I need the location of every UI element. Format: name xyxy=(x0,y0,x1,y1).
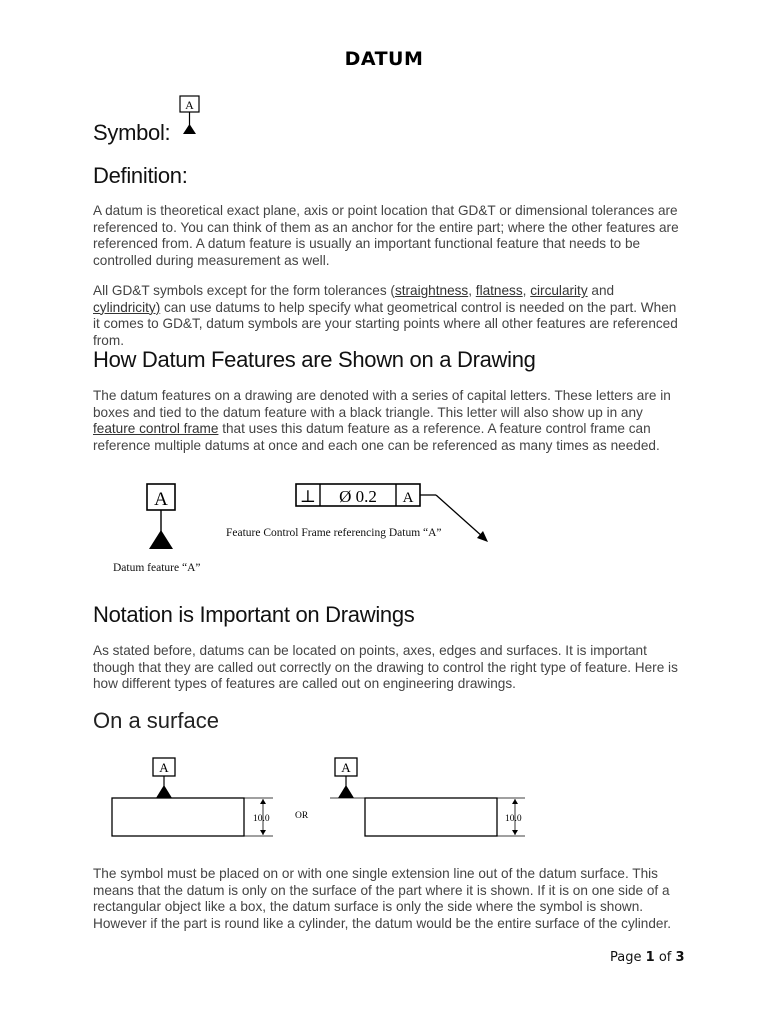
link-feature-control-frame[interactable]: feature control frame xyxy=(93,421,219,437)
drawing-section-paragraph: The datum features on a drawing are denoted with a series of capital letters. These letters are in boxes and tied to the datum feature with a black triangle. This letter will also show up in any feature control frame that uses this datum feature as a reference. A feature control frame can reference multiple datums at once and each one can be referenced as many times as needed. xyxy=(93,388,671,454)
surface-paragraph: The symbol must be placed on or with one single extension line out of the datum surface. This means that the datum is only on the surface of the part where it is shown. If it is on one side of a rectangular object like a box, the datum surface is only the side where the symbol is shown. However if the part is round like a cylinder, the datum would be the entire surface of the cylinder. xyxy=(93,866,672,932)
notation-section-paragraph: As stated before, datums can be located on points, axes, edges and surfaces. It is important though that they are called out correctly on the drawing to control the right type of feature. Here is how different types of features are called out on engineering drawings. xyxy=(93,643,678,692)
definition-paragraph-2: All GD&T symbols except for the form tolerances (straightness, flatness, circularity and cylindricity) can use datums to help specify what geometrical control is needed on the part. When it comes to GD&T, datum symbols are your starting points where all other features are referenced from. xyxy=(93,283,678,349)
page-title: DATUM xyxy=(344,48,424,70)
datum-triangle-icon xyxy=(183,124,196,134)
symbol-heading: Symbol: xyxy=(93,120,171,145)
datum-feature-caption: Datum feature “A” xyxy=(113,562,201,574)
surface-right-part xyxy=(365,798,497,836)
drawing-section-heading: How Datum Features are Shown on a Drawing xyxy=(93,347,536,372)
perpendicularity-icon: ⊥ xyxy=(300,487,316,506)
surface-right-triangle-icon xyxy=(338,785,354,798)
surface-left-part xyxy=(112,798,244,836)
surface-datum-figure xyxy=(95,750,575,848)
page-number: Page 1 of 3 xyxy=(610,950,685,965)
surface-left-dimension: 10.0 xyxy=(253,814,270,824)
surface-left-letter: A xyxy=(159,760,169,775)
datum-symbol-icon xyxy=(172,94,202,140)
or-label: OR xyxy=(295,811,309,821)
fcf-tolerance: Ø 0.2 xyxy=(339,487,377,506)
link-flatness[interactable]: flatness xyxy=(475,283,523,298)
notation-section-heading: Notation is Important on Drawings xyxy=(93,602,415,627)
surface-subheading: On a surface xyxy=(93,708,219,733)
surface-right-dimension: 10.0 xyxy=(505,814,522,824)
surface-right-letter: A xyxy=(341,760,351,775)
fcf-caption: Feature Control Frame referencing Datum “A” xyxy=(226,527,442,539)
definition-heading: Definition: xyxy=(93,163,188,188)
datum-feature-letter: A xyxy=(154,489,168,510)
link-circularity[interactable]: circularity xyxy=(530,283,588,298)
link-cylindricity[interactable]: cylindricity) xyxy=(93,299,161,315)
fcf-datum-letter: A xyxy=(402,490,414,506)
definition-paragraph-1: A datum is theoretical exact plane, axis or point location that GD&T or dimensional tolerances are referenced to. You can think of them as an anchor for the entire part; where the other features are referenced from. A datum feature is usually an important functional feature that needs to be controlled during measurement as well. xyxy=(93,203,679,269)
datum-figure xyxy=(100,478,500,578)
link-straightness[interactable]: straightness xyxy=(394,283,469,298)
datum-feature-triangle-icon xyxy=(149,530,173,549)
surface-left-triangle-icon xyxy=(156,785,172,798)
datum-symbol-letter: A xyxy=(185,98,194,112)
